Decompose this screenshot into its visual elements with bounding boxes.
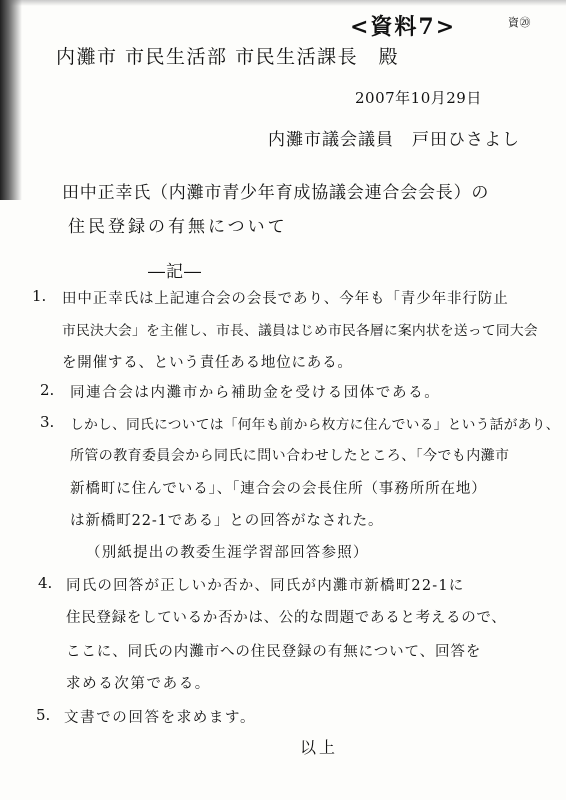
item-5-number: 5. bbox=[36, 706, 51, 724]
sender-line: 内灘市議会議員 戸田ひさよし bbox=[268, 130, 520, 150]
addressee-line: 内灘市 市民生活部 市民生活課長 殿 bbox=[56, 46, 400, 68]
ki-heading: ―記― bbox=[148, 262, 202, 282]
scan-edge-left bbox=[0, 0, 22, 200]
item-1-line-3: を開催する、という責任ある地位にある。 bbox=[62, 355, 353, 371]
item-5-line-1: 文書での回答を求めます。 bbox=[64, 710, 257, 726]
item-4-number: 4. bbox=[38, 574, 53, 592]
item-4-line-4: 求める次第である。 bbox=[66, 676, 211, 692]
item-2-line-1: 同連合会は内灘市から補助金を受ける団体である。 bbox=[70, 385, 441, 401]
item-4-line-2: 住民登録をしているか否かは、公的な問題であると考えるので、 bbox=[66, 610, 507, 626]
document-badge: <資料7> bbox=[350, 14, 457, 40]
item-4-line-3: ここに、同氏の内灘市への住民登録の有無について、回答を bbox=[66, 644, 482, 660]
letter-date: 2007年10月29日 bbox=[355, 89, 482, 107]
subject-line-1: 田中正幸氏（内灘市青少年育成協議会連合会会長）の bbox=[62, 183, 490, 203]
document-number-mark: 資⑳ bbox=[508, 16, 531, 29]
subject-line-2: 住民登録の有無について bbox=[68, 217, 288, 237]
item-1-line-2: 市民決大会」を主催し、市長、議員はじめ市民各層に案内状を送って同大会 bbox=[62, 323, 538, 339]
scan-edge-top bbox=[0, 0, 566, 6]
item-3-line-5: （別紙提出の教委生涯学習部回答参照） bbox=[86, 545, 369, 561]
item-4-line-1: 同氏の回答が正しいか否か、同氏が内灘市新橋町22-1に bbox=[66, 578, 465, 594]
item-3-number: 3. bbox=[40, 413, 55, 431]
item-1-line-1: 田中正幸氏は上記連合会の会長であり、今年も「青少年非行防止 bbox=[62, 291, 509, 307]
item-2-number: 2. bbox=[40, 381, 55, 399]
item-3-line-3: 新橋町に住んでいる」、「連合会の会長住所（事務所所在地） bbox=[70, 481, 487, 497]
item-3-line-1: しかし、同氏については「何年も前から枚方に住んでいる」という話があり、 bbox=[70, 417, 560, 433]
item-1-number: 1. bbox=[32, 287, 47, 305]
closing-mark: 以上 bbox=[300, 738, 339, 757]
item-3-line-4: は新橋町22-1である」との回答がなされた。 bbox=[70, 513, 384, 529]
item-3-line-2: 所管の教育委員会から同氏に問い合わせしたところ、「今でも内灘市 bbox=[70, 448, 510, 464]
